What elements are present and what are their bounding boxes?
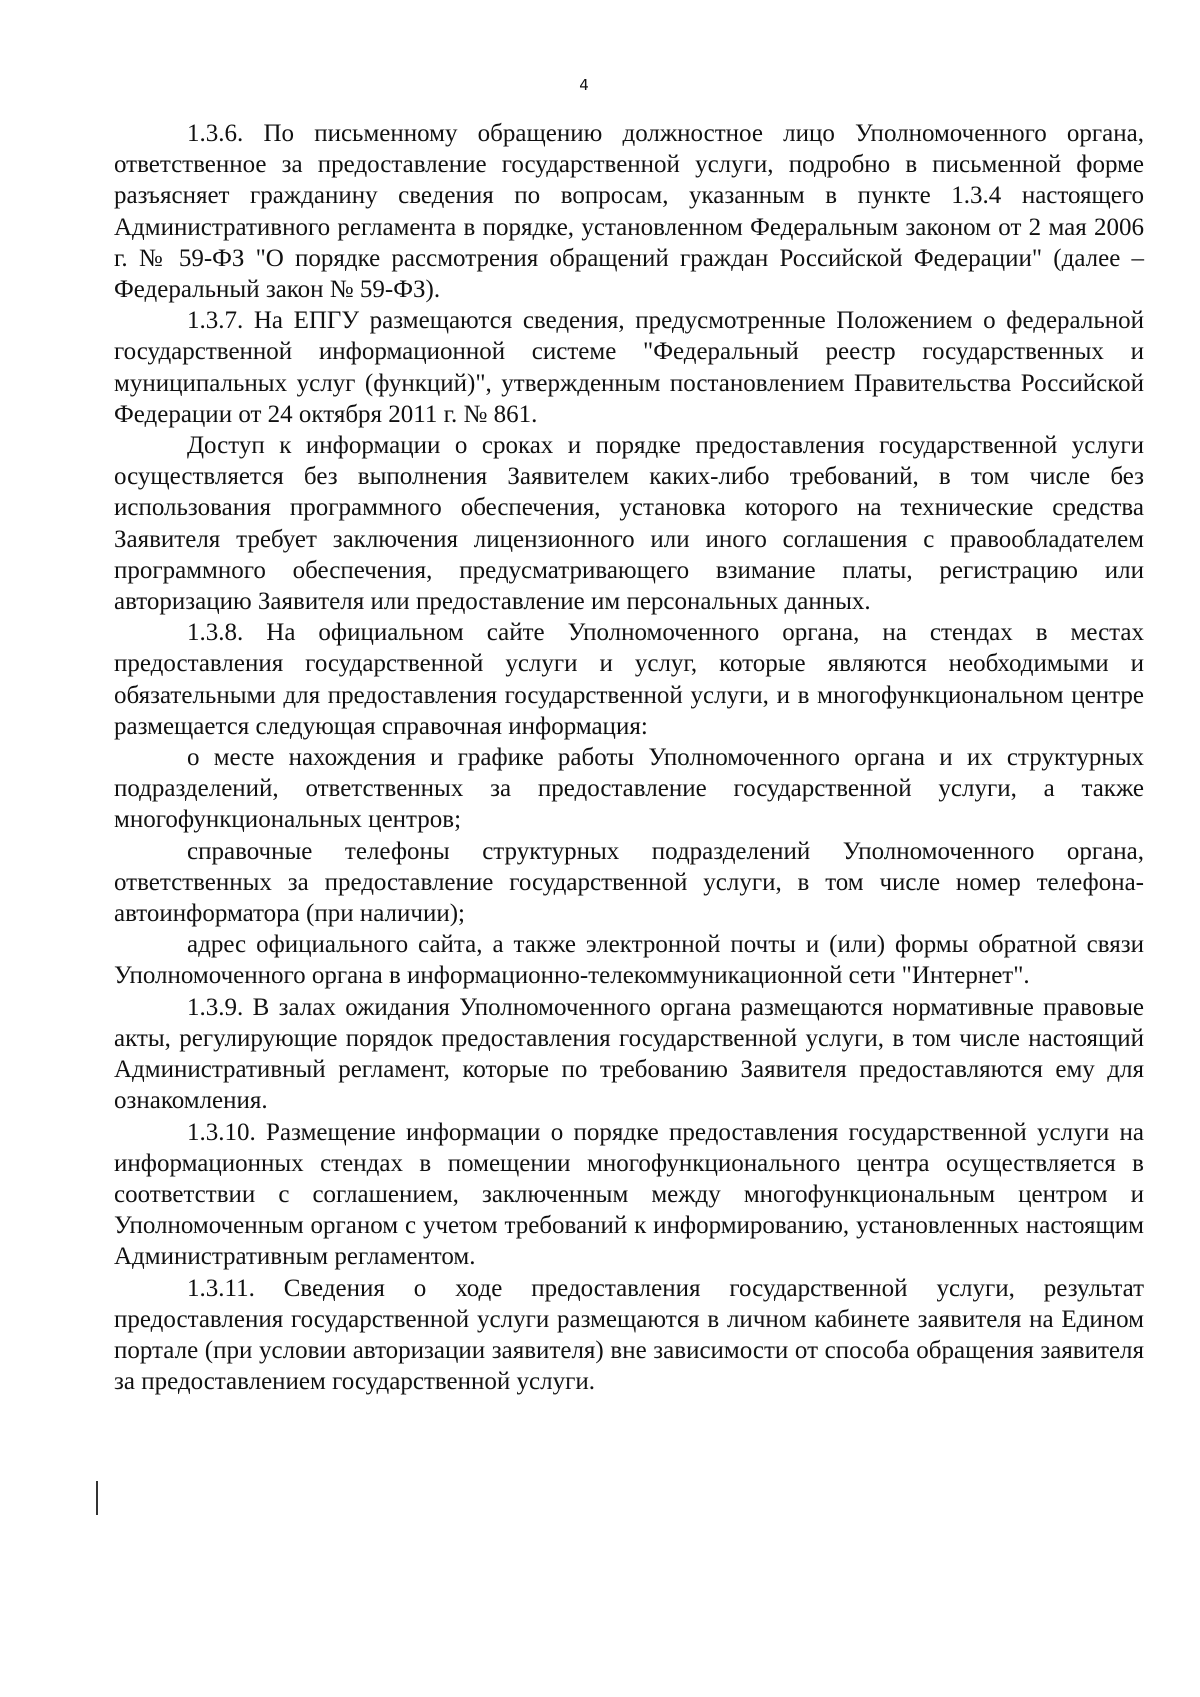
- document-body: [114, 118, 1144, 1397]
- paragraph-1-3-6: 1.3.6. По письменному обращению должностное лицо Уполномоченного органа, ответственное за предоставление государственной услуги, подробно в письменной форме разъясняет гражданину сведения по вопросам, указанным в пункте 1.3.4 настоящего Административного регламента в порядке, установленном Федеральным законом от 2 мая 2006 г. № 59-ФЗ "О порядке рассмотрения обращений граждан Российской Федерации" (далее – Федеральный закон № 59-ФЗ).: [114, 120, 1144, 304]
- page-number: 4: [579, 76, 589, 94]
- paragraph-1-3-10: 1.3.10. Размещение информации о порядке предоставления государственной услуги на информационных стендах в помещении многофункционального центра осуществляется в соответствии с соглашением, заключенным между многофункциональным центром и Уполномоченным органом с учетом требований к информированию, установленных настоящим Административным регламентом.: [114, 1118, 1144, 1271]
- paragraph-location-schedule: о месте нахождения и графике работы Уполномоченного органа и их структурных подразделений, ответственных за предоставление государственной услуги, а также многофункциональных центров;: [114, 744, 1144, 834]
- paragraph-access-info: Доступ к информации о сроках и порядке предоставления государственной услуги осуществляется без выполнения Заявителем каких-либо требований, в том числе без использования программного обеспечения, установка которого на технические средства Заявителя требует заключения лицензионного или иного соглашения с правообладателем программного обеспечения, предусматривающего взимание платы, регистрацию или авторизацию Заявителя или предоставление им персональных данных.: [114, 432, 1144, 616]
- paragraph-1-3-8: 1.3.8. На официальном сайте Уполномоченного органа, на стендах в местах предоставления государственной услуги и услуг, которые являются необходимыми и обязательными для предоставления государственной услуги, и в многофункциональном центре размещается следующая справочная информация:: [114, 619, 1144, 740]
- paragraph-reference-phones: справочные телефоны структурных подразделений Уполномоченного органа, ответственных за предоставление государственной услуги, в том числе номер телефона-автоинформатора (при наличии);: [114, 837, 1144, 928]
- paragraph-1-3-9: 1.3.9. В залах ожидания Уполномоченного органа размещаются нормативные правовые акты, регулирующие порядок предоставления государственной услуги, в том числе настоящий Административный регламент, которые по требованию Заявителя предоставляются ему для ознакомления.: [114, 993, 1144, 1115]
- paragraph-1-3-11: 1.3.11. Сведения о ходе предоставления государственной услуги, результат предоставления государственной услуги размещаются в личном кабинете заявителя на Едином портале (при условии авторизации заявителя) вне зависимости от способа обращения заявителя за предоставлением государственной услуги.: [114, 1274, 1144, 1396]
- revision-change-bar: [96, 1481, 98, 1515]
- paragraph-1-3-7: 1.3.7. На ЕПГУ размещаются сведения, предусмотренные Положением о федеральной государственной информационной системе "Федеральный реестр государственных и муниципальных услуг (функций)", утвержденным постановлением Правительства Российской Федерации от 24 октября 2011 г. № 861.: [114, 307, 1144, 428]
- paragraph-website-address: адрес официального сайта, а также электронной почты и (или) формы обратной связи Уполномоченного органа в информационно-телекоммуникационной сети "Интернет".: [114, 931, 1144, 990]
